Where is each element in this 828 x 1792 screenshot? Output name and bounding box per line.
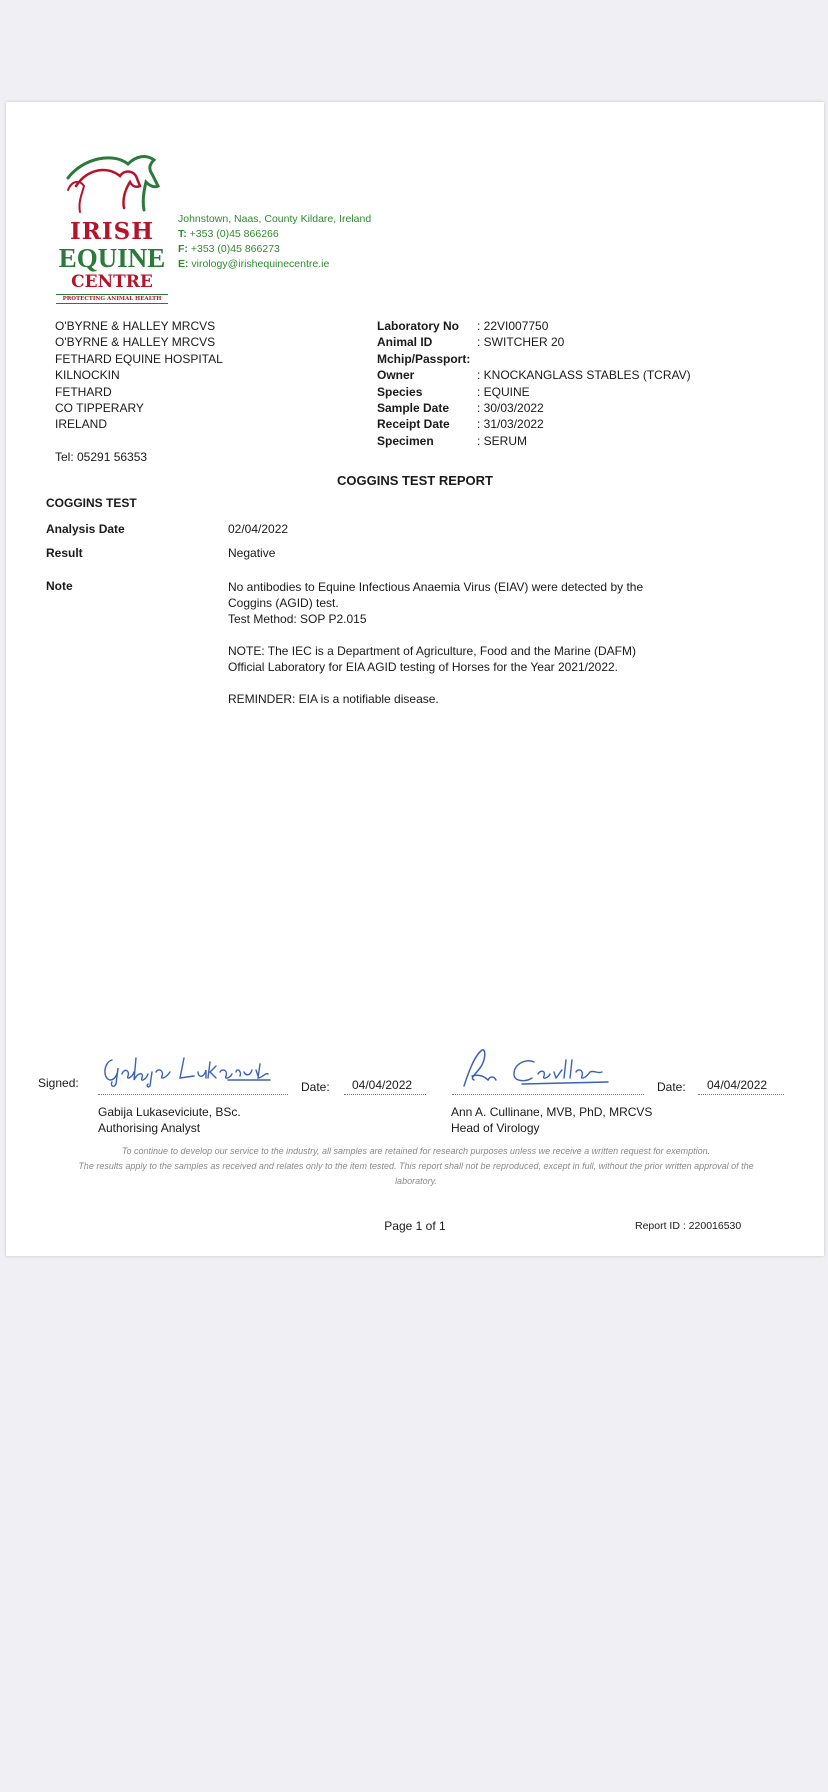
detail-row-species: Species : EQUINE [377, 384, 530, 399]
signature-right-line [452, 1094, 644, 1095]
address-line: FETHARD [55, 384, 112, 399]
detail-row-receipt-date: Receipt Date : 31/03/2022 [377, 417, 544, 432]
analysis-date-label: Analysis Date [46, 522, 125, 536]
detail-row-animal-id: Animal ID : SWITCHER 20 [377, 335, 565, 350]
signer-left [98, 1104, 241, 1136]
contact-address: Johnstown, Naas, County Kildare, Ireland [178, 213, 372, 225]
address-line: O'BYRNE & HALLEY MRCVS [55, 319, 216, 333]
contact-fax: F: +353 (0)45 866273 [178, 243, 280, 255]
signer-right-role: Head of Virology [451, 1121, 540, 1135]
note-paragraph: NOTE: The IEC is a Department of Agriculture, Food and the Marine (DAFM) Official Laboratory for EIA AGID testing of Horses for the Year 2021/2022. [228, 644, 636, 674]
address-line: O'BYRNE & HALLEY MRCVS [55, 335, 216, 350]
horse-logo-icon [58, 150, 168, 220]
date-left-line [344, 1094, 426, 1095]
contact-email[interactable]: E: virology@irishequinecentre.ie [178, 258, 330, 270]
note-text [228, 579, 648, 723]
signer-right [451, 1104, 652, 1136]
note-paragraph: REMINDER: EIA is a notifiable disease. [228, 692, 439, 706]
section-title: COGGINS TEST [46, 496, 137, 510]
address-line: KILNOCKIN [55, 368, 120, 383]
signature-left-image [98, 1050, 278, 1090]
detail-row-sample-date: Sample Date : 30/03/2022 [377, 400, 544, 415]
sample-details [377, 318, 691, 449]
recipient-address [55, 318, 223, 433]
note-label: Note [46, 579, 73, 593]
recipient-tel: Tel: 05291 56353 [55, 450, 148, 464]
date-left-value: 04/04/2022 [352, 1078, 413, 1092]
signature-right-image [452, 1046, 622, 1092]
date-label-right: Date: [657, 1080, 686, 1094]
page-number: Page 1 of 1 [384, 1219, 446, 1233]
address-line: FETHARD EQUINE HOSPITAL [55, 351, 223, 366]
signer-left-role: Authorising Analyst [98, 1121, 201, 1135]
address-line: IRELAND [55, 417, 108, 432]
detail-row-specimen: Specimen : SERUM [377, 433, 528, 448]
logo-text-equine: EQUINE [58, 243, 166, 273]
signed-label: Signed: [38, 1076, 79, 1090]
contact-phone: T: +353 (0)45 866266 [178, 228, 279, 240]
contact-block [178, 212, 371, 272]
date-right-value: 04/04/2022 [707, 1078, 768, 1092]
date-right-line [698, 1094, 784, 1095]
note-paragraph: No antibodies to Equine Infectious Anaemia Virus (EIAV) were detected by the Coggins (AGID) test. Test Method: SOP P2.015 [228, 580, 644, 626]
analysis-date-value: 02/04/2022 [228, 522, 289, 536]
address-line: CO TIPPERARY [55, 401, 144, 416]
logo-tagline: PROTECTING ANIMAL HEALTH [56, 294, 168, 304]
result-label: Result [46, 546, 83, 560]
logo-text-irish: IRISH [70, 218, 154, 245]
report-title: COGGINS TEST REPORT [336, 473, 493, 488]
disclaimer-line: The results apply to the samples as received and relates only to the item tested. This report shall not be reproduced, except in full, without the prior written approval of the laboratory. [78, 1161, 754, 1186]
detail-row-owner: Owner : KNOCKANGLASS STABLES (TCRAV) [377, 368, 691, 383]
report-page [6, 102, 824, 1256]
signature-left-line [98, 1094, 288, 1095]
detail-row-lab-no: Laboratory No : 22VI007750 [377, 319, 549, 333]
disclaimer [76, 1144, 756, 1189]
date-label-left: Date: [301, 1080, 330, 1094]
signer-left-name: Gabija Lukaseviciute, BSc. [98, 1105, 241, 1119]
disclaimer-line: To continue to develop our service to the industry, all samples are retained for research purposes unless we receive a written request for exemption. [121, 1146, 711, 1156]
logo-text-centre: CENTRE [71, 272, 153, 292]
detail-row-mchip: Mchip/Passport: [377, 351, 471, 366]
signer-right-name: Ann A. Cullinane, MVB, PhD, MRCVS [451, 1105, 653, 1119]
iec-logo [52, 150, 172, 304]
report-id: Report ID : 220016530 [635, 1220, 742, 1232]
result-value: Negative [228, 546, 276, 560]
